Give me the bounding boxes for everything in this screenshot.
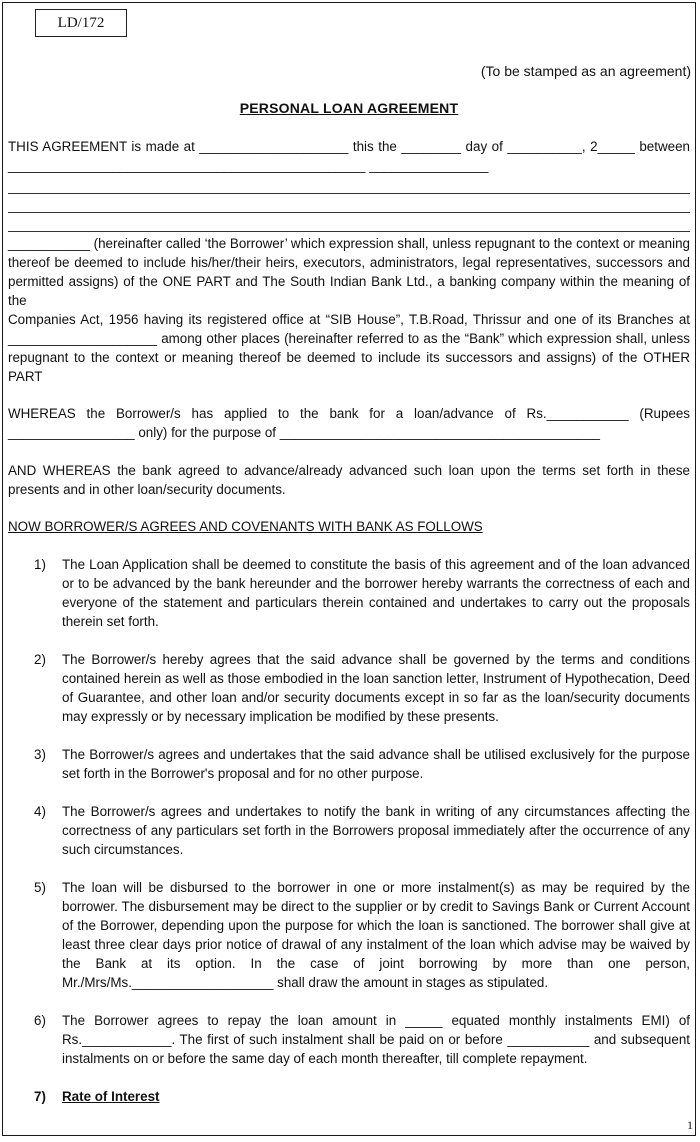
document-page (2, 2, 696, 1136)
clause-number: 3) (34, 747, 46, 762)
whereas-line-1: WHEREAS the Borrower/s has applied to the bank for a loan/advance of Rs.___________ (Rupees (8, 406, 690, 421)
clause-3 (8, 745, 690, 783)
intro-para-line: Companies Act, 1956 having its registered office at “SIB House”, T.B.Road, Thrissur and one of its Branches at (8, 312, 690, 327)
clause-number: 1) (34, 557, 46, 572)
clause-number: 2) (34, 652, 46, 667)
intro-line-2: ________________________________________________ ________________ (8, 158, 489, 173)
intro-para-line: permitted assigns) of the ONE PART and The South Indian Bank Ltd., a banking company within the meaning of the (8, 274, 690, 308)
clause-number: 4) (34, 804, 46, 819)
clause-7-rate-of-interest (8, 1087, 690, 1106)
stamp-note: (To be stamped as an agreement) (480, 63, 691, 79)
intro-line-1: THIS AGREEMENT is made at ____________________ this the ________ day of __________, 2_____ between (8, 139, 690, 154)
clause-6 (8, 1011, 690, 1068)
agreement-body (8, 137, 690, 1106)
intro-para-line: thereof be deemed to include his/her/their heirs, executors, administrators, legal representatives, successors and (8, 255, 690, 270)
clause-text: The Borrower/s agrees and undertakes that the said advance shall be utilised exclusively for the purpose set forth in the Borrower's proposal and for no other purpose. (62, 747, 690, 781)
clause-1 (8, 555, 690, 631)
intro-para-line: ___________ (hereinafter called ‘the Borrower’ which expression shall, unless repugnant to the context or meaning (8, 236, 690, 251)
and-whereas-paragraph: AND WHEREAS the bank agreed to advance/already advanced such loan upon the terms set forth in these presents and in other loan/security documents. (8, 463, 690, 497)
document-title: PERSONAL LOAN AGREEMENT (239, 100, 459, 116)
clause-2 (8, 650, 690, 726)
clause-text: The Borrower/s hereby agrees that the said advance shall be governed by the terms and conditions contained herein as well as those embodied in the loan sanction letter, Instrument of Hypothecation, Deed of Guarantee, and other loan and/or security documents except in so far as the loan/security documents may expressly or by necessary implication be modified by these presents. (62, 652, 690, 724)
clause-number: 5) (34, 880, 46, 895)
clause-4 (8, 802, 690, 859)
intro-para-line: repugnant to the context or meaning thereof be deemed to include its successors and assigns) of the OTHER PART (8, 350, 690, 384)
clause-heading: Rate of Interest (62, 1089, 160, 1104)
blank-line (8, 175, 690, 194)
clause-number: 7) (34, 1089, 46, 1104)
clause-text: The Borrower/s agrees and undertakes to notify the bank in writing of any circumstances affecting the correctness of any particulars set forth in the Borrowers proposal immediately after the occurrence of any such circumstances. (62, 804, 690, 857)
page-number: 1 (687, 1118, 693, 1132)
blank-line (8, 194, 690, 213)
clause-5 (8, 878, 690, 992)
clause-text: The Borrower agrees to repay the loan amount in _____ equated monthly instalments EMI) of Rs.____________. The first of such instalment shall be paid on or before ___________ and subsequent instalments on or before the same day of each month thereafter, till complete repayment. (62, 1013, 690, 1066)
clause-text: The Loan Application shall be deemed to constitute the basis of this agreement and of the loan advanced or to be advanced by the bank hereunder and the borrower hereby warrants the correctness of each and everyone of the statement and particulars therein contained and undertakes to carry out the proposals therein set forth. (62, 557, 690, 629)
intro-para-line: ____________________ among other places (hereinafter referred to as the “Bank” which expression shall, unless (8, 331, 690, 346)
reference-code-box: LD/172 (35, 9, 127, 37)
clause-text: The loan will be disbursed to the borrower in one or more instalment(s) as may be required by the borrower. The disbursement may be direct to the supplier or by credit to Savings Bank or Current Account of the Borrower, depending upon the purpose for which the loan is sanctioned. The borrower shall give at least three clear days prior notice of drawal of any instalment of the loan which advise may be waived by the Bank at its option. In the case of joint borrowing by more than one person, Mr./Mrs/Ms.___________________ shall draw the amount in stages as stipulated. (62, 880, 690, 990)
whereas-line-2: _________________ only) for the purpose of ___________________________________________ (8, 425, 600, 440)
clause-number: 6) (34, 1013, 46, 1028)
blank-line (8, 213, 690, 232)
covenants-heading: NOW BORROWER/S AGREES AND COVENANTS WITH BANK AS FOLLOWS (8, 519, 483, 534)
